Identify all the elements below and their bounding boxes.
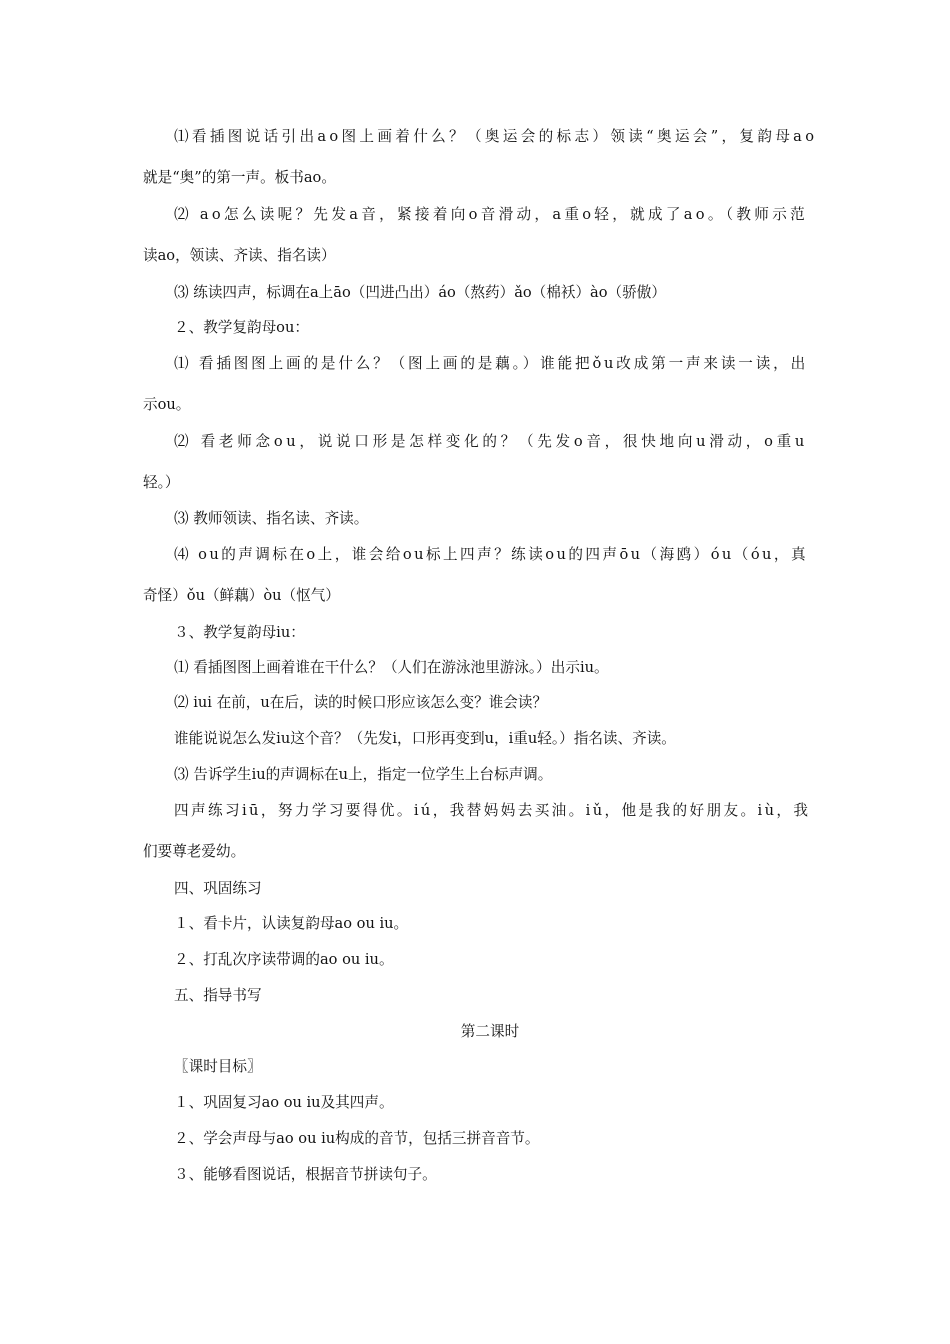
text-line: ⑵ 看老师念ou，说说口形是怎样变化的？（先发o音，很快地向u滑动，o重u bbox=[174, 433, 808, 450]
text-line: ３、教学复韵母iu： bbox=[174, 624, 305, 641]
text-line: 五、指导书写 bbox=[174, 987, 262, 1004]
text-line: 就是“奥”的第一声。板书ao。 bbox=[143, 169, 336, 186]
text-line: ⑵ iui 在前，u在后，读的时候口形应该怎么变？谁会读？ bbox=[174, 694, 548, 711]
text-line: ⑴看插图说话引出ao图上画着什么？（奥运会的标志）领读“奥运会”，复韵母ao bbox=[174, 128, 818, 145]
text-line: ⑶ 告诉学生iu的声调标在u上，指定一位学生上台标声调。 bbox=[174, 766, 553, 783]
text-line: １、看卡片，认读复韵母ao ou iu。 bbox=[174, 915, 409, 932]
text-line: ２、打乱次序读带调的ao ou iu。 bbox=[174, 951, 394, 968]
text-line: 奇怪）ǒu（鲜藕）òu（怄气） bbox=[143, 587, 340, 604]
text-line: ⑵ ao怎么读呢？先发a音，紧接着向o音滑动，a重o轻，就成了ao。（教师示范 bbox=[174, 206, 808, 223]
text-line: ２、学会声母与ao ou iu构成的音节，包括三拼音音节。 bbox=[174, 1130, 540, 1147]
text-line: 四声练习iū，努力学习要得优。iú，我替妈妈去买油。iǔ，他是我的好朋友。iù，我 bbox=[174, 802, 811, 819]
text-line: 四、巩固练习 bbox=[174, 880, 262, 897]
text-line: ⑴ 看插图图上画着谁在干什么？（人们在游泳池里游泳。）出示iu。 bbox=[174, 659, 609, 676]
text-line: ３、能够看图说话，根据音节拼读句子。 bbox=[174, 1166, 437, 1183]
text-line: ⑶ 教师领读、指名读、齐读。 bbox=[174, 510, 369, 527]
text-line: 〖课时目标〗 bbox=[174, 1058, 262, 1075]
text-line: １、巩固复习ao ou iu及其四声。 bbox=[174, 1094, 394, 1111]
text-line: 轻。） bbox=[143, 474, 180, 491]
text-line: ⑶ 练读四声，标调在a上āo（凹进凸出）áo（熬药）ǎo（棉袄）ào（骄傲） bbox=[174, 284, 666, 301]
text-line: ⑴ 看插图图上画的是什么？（图上画的是藕。）谁能把ǒu改成第一声来读一读，出 bbox=[174, 355, 808, 372]
text-line: 们要尊老爱幼。 bbox=[143, 843, 246, 860]
text-line: 读ao，领读、齐读、指名读） bbox=[143, 247, 336, 264]
text-line: ２、教学复韵母ou： bbox=[174, 319, 309, 336]
section-heading: 第二课时 bbox=[460, 1023, 520, 1040]
text-line: 示ou。 bbox=[143, 396, 191, 413]
text-line: 谁能说说怎么发iu这个音？（先发i，口形再变到u，i重u轻。）指名读、齐读。 bbox=[174, 730, 676, 747]
text-line: ⑷ ou的声调标在o上，谁会给ou标上四声？练读ou的四声ōu（海鸥）óu（óu，真 bbox=[174, 546, 808, 563]
